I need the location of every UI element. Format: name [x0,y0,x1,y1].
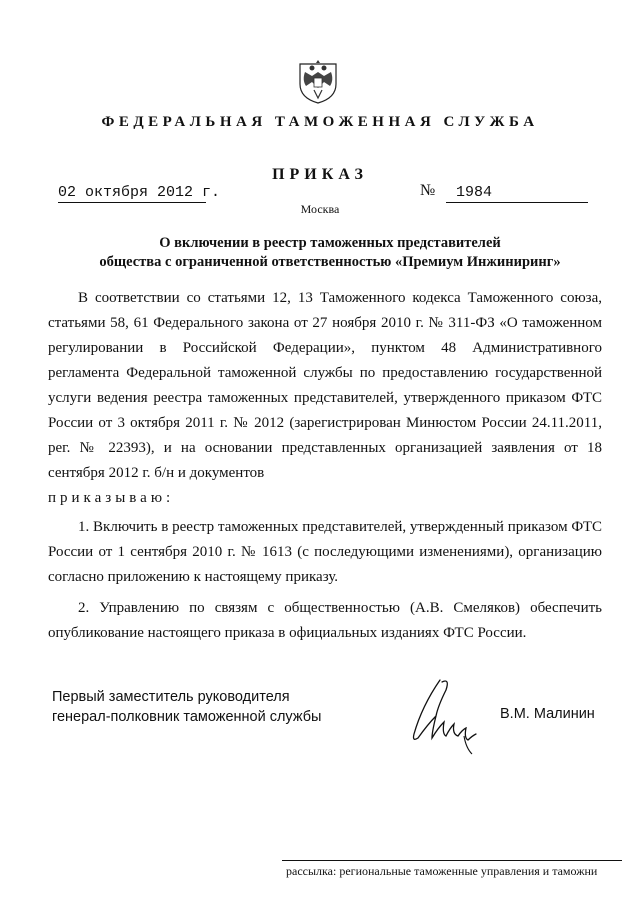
subject-line-2: общества с ограниченной ответственностью «Премиум Инжиниринг» [99,254,561,270]
distribution-list: рассылка: региональные таможенные управления и таможни [286,864,598,878]
order-body [48,286,602,652]
agency-name: ФЕДЕРАЛЬНАЯ ТАМОЖЕННАЯ СЛУЖБА [101,114,539,130]
order-subject [60,234,600,272]
handwritten-signature [402,676,482,758]
city: Москва [300,202,340,216]
order-item-2: 2. Управлению по связям с общественностью (А.В. Смеляков) обеспечить опубликование настоящего приказа в официальных изданиях ФТС России. [48,600,602,641]
signer-title [52,687,321,727]
signer-title-line-1: Первый заместитель руководителя [52,689,290,705]
document-type: ПРИКАЗ [272,166,368,183]
signer-name: В.М. Малинин [500,706,595,722]
coat-of-arms-emblem [296,54,340,104]
order-number: 1984 [446,184,588,203]
order-word: приказываю: [48,490,175,506]
intro-paragraph: В соответствии со статьями 12, 13 Таможенного кодекса Таможенного союза, статьями 58, 61 Федерального закона от 27 ноября 2010 г. № 311-ФЗ «О таможенном регулировании в Российской Федерации», пунктом 48 Административного регламента Федеральной таможенной службы по предоставлению государственной услуги ведения реестра таможенных представителей, утвержденного приказом ФТС России от 3 октября 2011 г. № 2012 (зарегистрирован Минюстом России 24.11.2011, рег. № 22393), и на основании представленных организацией заявления от 18 сентября 2012 г. б/н и документов [48,290,602,481]
signer-title-line-2: генерал-полковник таможенной службы [52,709,322,725]
distribution-divider [282,860,622,861]
order-item-1: 1. Включить в реестр таможенных представителей, утвержденный приказом ФТС России от 1 сентября 2010 г. № 1613 (с последующими изменениями), организацию согласно приложению к настоящему приказу. [48,519,602,585]
order-date: 02 октября 2012 г. [58,184,221,201]
subject-line-1: О включении в реестр таможенных представителей [159,235,501,251]
order-number-label: № [420,182,436,199]
